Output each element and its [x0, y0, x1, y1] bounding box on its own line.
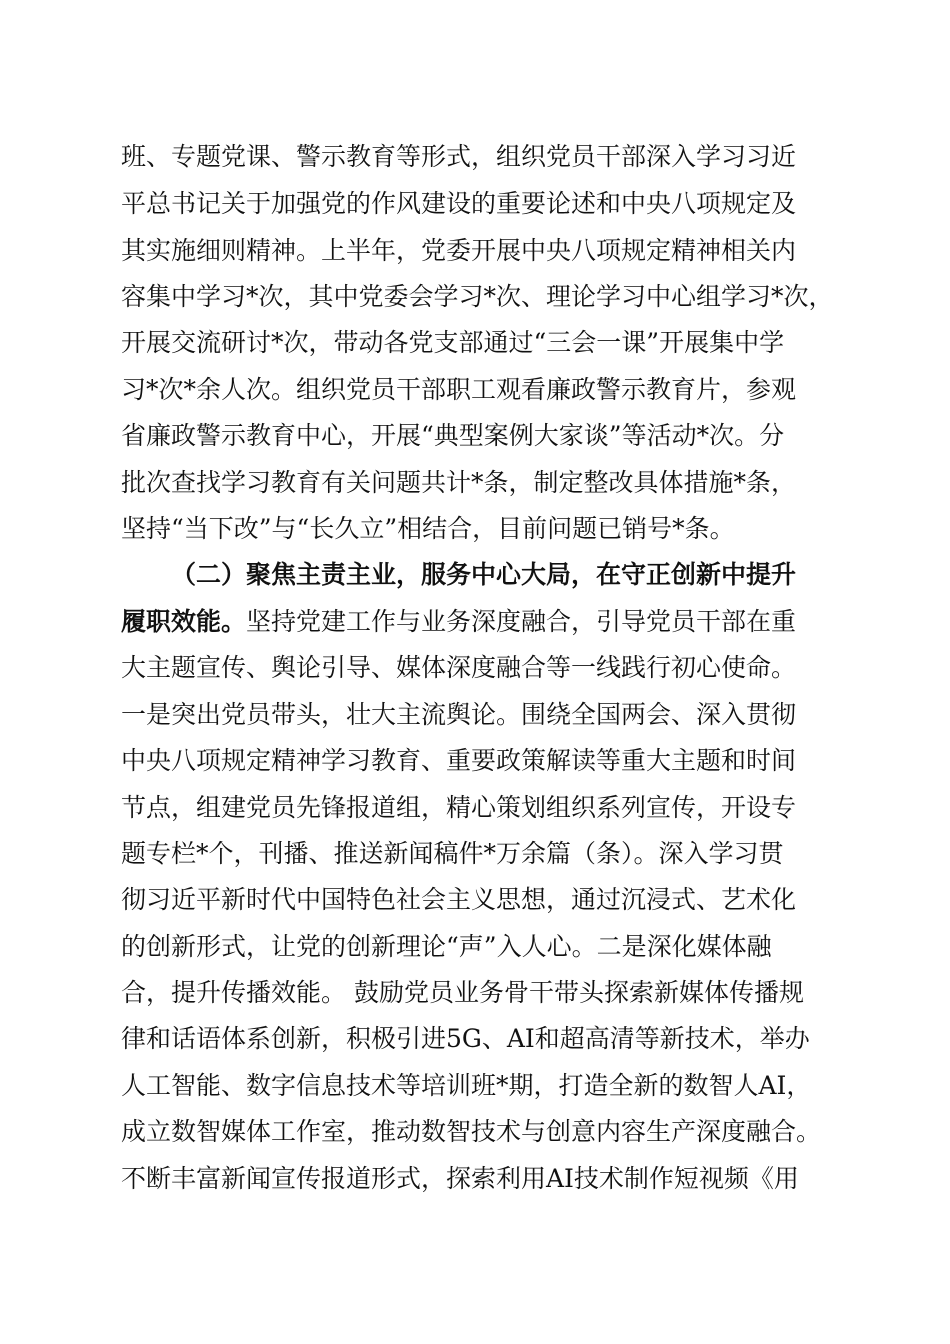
- body-line-5: 开展交流研讨*次，带动各党支部通过“三会一课”开展集中学: [121, 328, 785, 357]
- section-heading-continuation: [121, 604, 841, 640]
- body-line-6: 习*次*余人次。组织党员干部职工观看廉政警示教育片，参观: [121, 375, 797, 404]
- body-line-3: 其实施细则精神。上半年，党委开展中央八项规定精神相关内: [121, 236, 797, 265]
- section-body-start: 坚持党建工作与业务深度融合，引导党员干部在重: [246, 607, 797, 636]
- body-line-17: 的创新形式，让党的创新理论“声”入人心。二是深化媒体融: [121, 932, 772, 961]
- body-line-8: 批次查找学习教育有关问题共计*条，制定整改具体措施*条，: [121, 468, 797, 497]
- body-line-22: 不断丰富新闻宣传报道形式，探索利用AI技术制作短视频《用: [121, 1164, 799, 1193]
- body-line-7: 省廉政警示教育中心，开展“典型案例大家谈”等活动*次。分: [121, 421, 785, 450]
- body-line-20: 人工智能、数字信息技术等培训班*期，打造全新的数智人AI，: [121, 1071, 812, 1100]
- body-line-18: 合，提升传播效能。 鼓励党员业务骨干带头探索新媒体传播规: [121, 978, 804, 1007]
- body-line-9: 坚持“当下改”与“长久立”相结合，目前问题已销号*条。: [121, 514, 735, 543]
- body-line-4: 容集中学习*次，其中党委会学习*次、理论学习中心组学习*次，: [121, 282, 834, 311]
- body-line-11: 大主题宣传、舆论引导、媒体深度融合等一线践行初心使命。: [121, 653, 797, 682]
- body-line-2: 平总书记关于加强党的作风建设的重要论述和中央八项规定及: [121, 189, 797, 218]
- body-line-14: 节点，组建党员先锋报道组，精心策划组织系列宣传，开设专: [121, 793, 797, 822]
- section-heading: （二）聚焦主责主业，服务中心大局，在守正创新中提升: [171, 560, 797, 589]
- body-line-21: 成立数智媒体工作室，推动数智技术与创意内容生产深度融合。: [121, 1117, 822, 1146]
- body-line-16: 彻习近平新时代中国特色社会主义思想，通过沉浸式、艺术化: [121, 885, 797, 914]
- body-line-19: 律和话语体系创新，积极引进5G、AI和超高清等新技术，举办: [121, 1024, 810, 1053]
- body-line-12: 一是突出党员带头，壮大主流舆论。围绕全国两会、深入贯彻: [121, 700, 797, 729]
- body-line-15: 题专栏*个，刊播、推送新闻稿件*万余篇（条）。深入学习贯: [121, 839, 784, 868]
- body-line-13: 中央八项规定精神学习教育、重要政策解读等重大主题和时间: [121, 746, 797, 775]
- body-line-1: 班、专题党课、警示教育等形式，组织党员干部深入学习习近: [121, 142, 797, 171]
- section-heading-end: 履职效能。: [121, 607, 247, 636]
